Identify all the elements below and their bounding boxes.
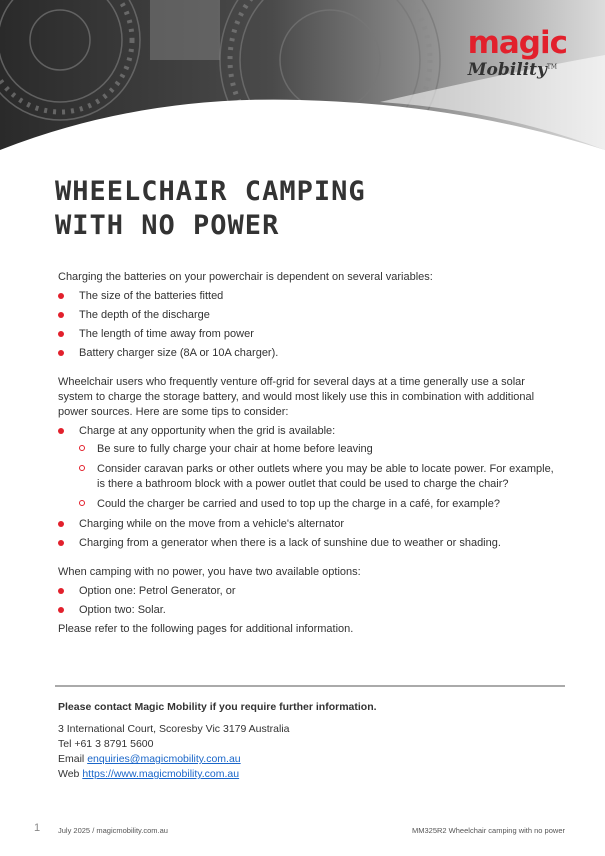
bullet-icon bbox=[58, 540, 64, 546]
sub-list-item-text: Could the charger be carried and used to top up the charge in a café, for example? bbox=[97, 498, 500, 510]
list-item-text: Charging from a generator when there is a lack of sunshine due to weather or shading. bbox=[79, 537, 501, 549]
list-item-text: The depth of the discharge bbox=[79, 309, 210, 321]
contact-tel: Tel +61 3 8791 5600 bbox=[58, 738, 154, 750]
bullet-icon bbox=[58, 588, 64, 594]
sub-list-item-text: Consider caravan parks or other outlets where you may be able to locate power. For example, is there a bathroom block with a power outlet that could be used to charge the chair? bbox=[97, 463, 554, 490]
footer-right: MM325R2 Wheelchair camping with no power bbox=[412, 826, 565, 835]
logo-magic-text: magic bbox=[467, 25, 567, 61]
divider bbox=[55, 685, 565, 687]
list-item bbox=[58, 584, 558, 599]
list-item bbox=[58, 308, 558, 323]
bullet-icon bbox=[58, 312, 64, 318]
sub-list-item bbox=[79, 442, 558, 457]
logo-tm: TM bbox=[546, 63, 557, 71]
bullet-icon bbox=[58, 350, 64, 356]
page-number: 1 bbox=[34, 822, 41, 834]
list-item bbox=[58, 424, 558, 512]
list-item bbox=[58, 327, 558, 342]
list-item-text: Option one: Petrol Generator, or bbox=[79, 585, 236, 597]
tips-list bbox=[58, 424, 558, 551]
section2-intro: Wheelchair users who frequently venture off-grid for several days at a time generally use a solar system to charge the storage battery, and would most likely use this in combination with additional power sources. Here are some tips to consider: bbox=[58, 376, 535, 418]
email-link[interactable]: enquiries@magicmobility.com.au bbox=[87, 753, 241, 765]
list-item bbox=[58, 536, 558, 551]
logo-mobility-text: Mobility bbox=[467, 60, 547, 80]
magic-mobility-logo bbox=[467, 25, 567, 80]
list-item-text: Battery charger size (8A or 10A charger). bbox=[79, 347, 279, 359]
options-list bbox=[58, 584, 558, 618]
sub-list-item bbox=[79, 497, 558, 512]
list-item bbox=[58, 603, 558, 618]
bullet-icon bbox=[58, 428, 64, 434]
bullet-icon bbox=[58, 607, 64, 613]
list-item bbox=[58, 289, 558, 304]
contact-block bbox=[58, 700, 377, 782]
email-label: Email bbox=[58, 753, 88, 765]
contact-address: 3 International Court, Scoresby Vic 3179 Australia bbox=[58, 723, 290, 735]
header-banner bbox=[0, 0, 605, 165]
main-content bbox=[58, 270, 558, 637]
list-item bbox=[58, 346, 558, 361]
contact-heading: Please contact Magic Mobility if you require further information. bbox=[58, 701, 377, 713]
sub-tips-list bbox=[79, 442, 558, 512]
list-item bbox=[58, 517, 558, 532]
page-title bbox=[55, 175, 366, 243]
title-line-2: WITH NO POWER bbox=[55, 210, 280, 241]
website-link[interactable]: https://www.magicmobility.com.au bbox=[82, 768, 240, 780]
footer-left: July 2025 / magicmobility.com.au bbox=[58, 826, 168, 835]
section3-outro: Please refer to the following pages for additional information. bbox=[58, 623, 354, 635]
sub-bullet-icon bbox=[79, 445, 85, 451]
bullet-icon bbox=[58, 521, 64, 527]
sub-list-item bbox=[79, 462, 558, 492]
list-item-text: Option two: Solar. bbox=[79, 604, 166, 616]
variables-list bbox=[58, 289, 558, 361]
list-item-text: Charging while on the move from a vehicle's alternator bbox=[79, 518, 345, 530]
bullet-icon bbox=[58, 293, 64, 299]
list-item-text: The size of the batteries fitted bbox=[79, 290, 224, 302]
sub-list-item-text: Be sure to fully charge your chair at home before leaving bbox=[97, 443, 373, 455]
web-label: Web bbox=[58, 768, 83, 780]
title-line-1: WHEELCHAIR CAMPING bbox=[55, 176, 366, 207]
section1-intro: Charging the batteries on your powerchair is dependent on several variables: bbox=[58, 271, 433, 283]
list-item-text: Charge at any opportunity when the grid is available: bbox=[79, 425, 336, 437]
sub-bullet-icon bbox=[79, 465, 85, 471]
sub-bullet-icon bbox=[79, 500, 85, 506]
section3-intro: When camping with no power, you have two available options: bbox=[58, 566, 361, 578]
bullet-icon bbox=[58, 331, 64, 337]
list-item-text: The length of time away from power bbox=[79, 328, 254, 340]
